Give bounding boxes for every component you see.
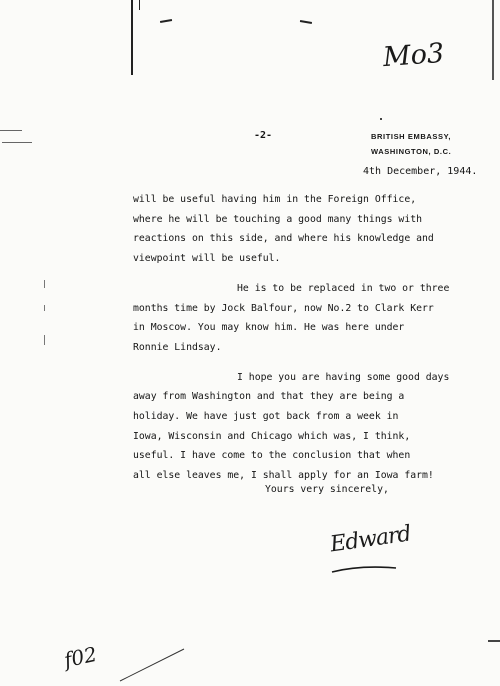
letterhead-line-1: BRITISH EMBASSY,	[371, 132, 452, 141]
paragraph-3-line: I hope you are having some good days	[237, 371, 450, 383]
archive-mark-bottom: f02	[61, 641, 99, 673]
paragraph-2	[133, 279, 483, 358]
letter-body	[133, 190, 483, 486]
paragraph-2-line: Ronnie Lindsay.	[133, 341, 222, 353]
paragraph-1-line: will be useful having him in the Foreign Office,	[133, 194, 417, 205]
letter-date: 4th December, 1944.	[363, 166, 478, 177]
scan-bottom-diagonal	[118, 645, 188, 685]
letterhead	[371, 130, 451, 159]
letter-closing: Yours very sincerely,	[265, 484, 389, 495]
scan-margin-dash-2	[2, 142, 32, 143]
paragraph-2-line: months time by Jock Balfour, now No.2 to Clark Kerr	[133, 302, 434, 314]
paragraph-1	[133, 190, 483, 269]
paragraph-1-line: reactions on this side, and where his knowledge and	[133, 233, 434, 245]
scan-tick-right	[300, 20, 312, 24]
paragraph-3-line: away from Washington and that they are being a	[133, 391, 405, 403]
paragraph-1-line: viewpoint will be useful.	[133, 253, 281, 265]
paragraph-3-line: Iowa, Wisconsin and Chicago which was, I think,	[133, 430, 411, 442]
scan-margin-dash-1	[0, 130, 22, 131]
paragraph-3-line: useful. I have come to the conclusion that when	[133, 450, 411, 462]
paragraph-2-line: He is to be replaced in two or three	[237, 282, 450, 294]
signature: Edward	[328, 521, 413, 558]
archive-mark-top: Mo3	[381, 37, 446, 74]
paragraph-3-line: holiday. We have just got back from a week in	[133, 411, 399, 423]
scan-tick-left	[160, 19, 172, 23]
scan-edge-mark-right	[492, 0, 494, 80]
scan-edge-mark-top	[131, 0, 133, 75]
paragraph-3	[133, 368, 483, 486]
paragraph-2-line: in Moscow. You may know him. He was here under	[133, 322, 405, 334]
scan-margin-dot-3	[44, 335, 45, 345]
paragraph-3-line: all else leaves me, I shall apply for an Iowa farm!	[133, 470, 434, 482]
scan-edge-mark-top-short	[139, 0, 140, 10]
scan-right-bottom-tick	[488, 640, 500, 642]
signature-underline	[330, 560, 400, 580]
scan-dot-right	[380, 118, 382, 120]
paragraph-1-line: where he will be touching a good many things with	[133, 213, 423, 225]
letterhead-line-2: WASHINGTON, D.C.	[371, 147, 452, 156]
scan-margin-dot-2	[44, 305, 45, 311]
scan-margin-dot-1	[44, 280, 45, 288]
page-number: -2-	[254, 130, 273, 141]
